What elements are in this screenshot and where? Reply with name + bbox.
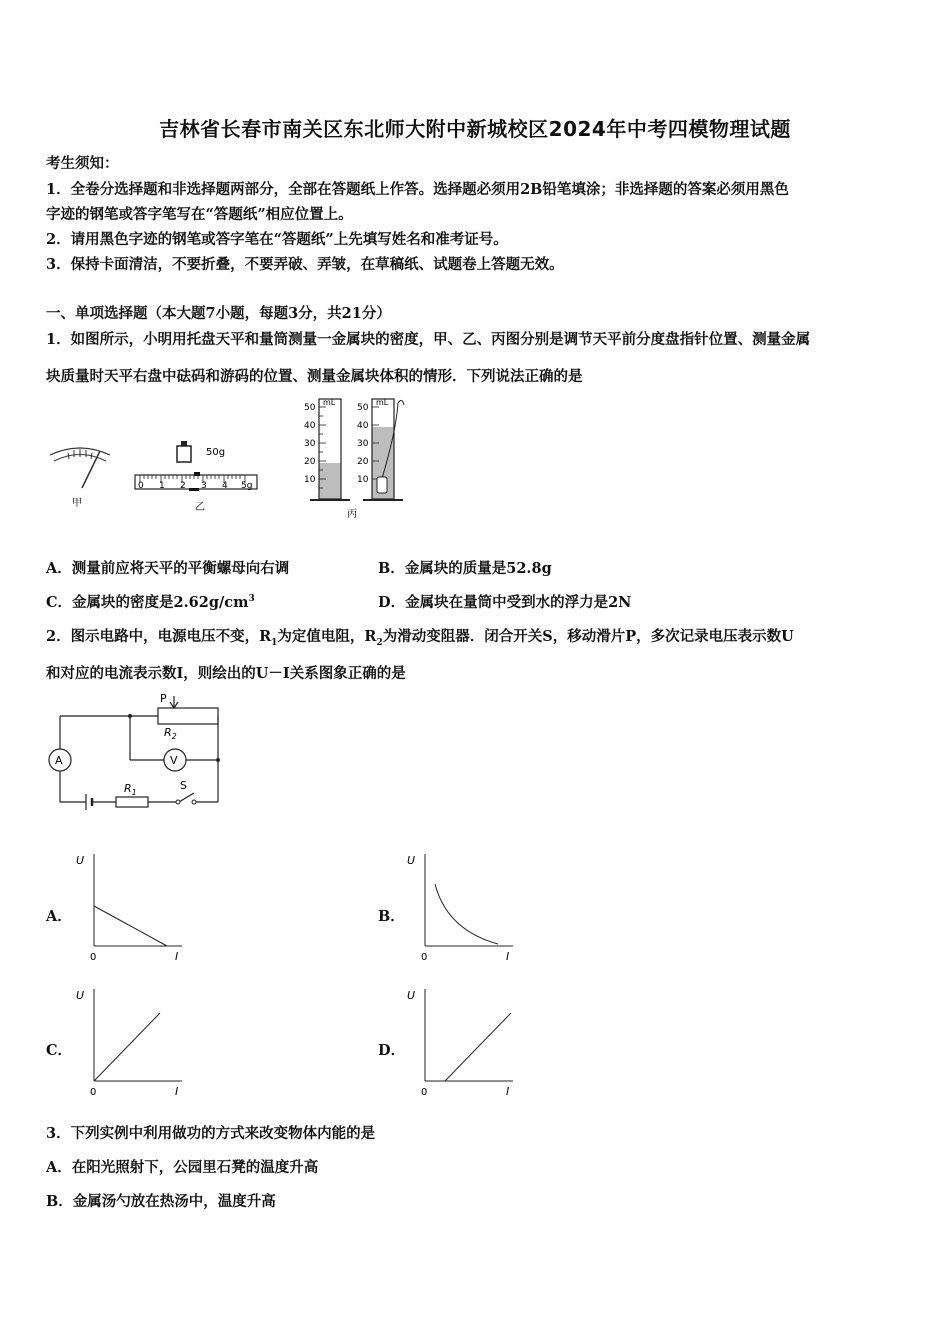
- label-jia: 甲: [72, 498, 82, 509]
- label-yi: 乙: [195, 502, 205, 513]
- cyl-left-tick-30: 30: [304, 439, 316, 449]
- svg-text:U: U: [407, 989, 416, 1002]
- balance-dial: [50, 448, 110, 509]
- notice-item-3: 3．保持卡面清洁，不要折叠，不要弄破、弄皱，在草稿纸、试题卷上答题无效。: [46, 256, 564, 273]
- q2-option-d[interactable]: D．: [378, 1042, 406, 1059]
- q2-option-b[interactable]: B．: [378, 908, 405, 925]
- svg-text:0: 0: [421, 952, 428, 963]
- cyl-left-tick-10: 10: [304, 475, 316, 485]
- notice-item-1-cont: 字迹的钢笔或答字笔写在“答题纸”相应位置上。: [46, 206, 353, 223]
- cyl-right-tick-30: 30: [357, 439, 369, 449]
- cyl-right-tick-50: 50: [357, 403, 369, 413]
- q2-option-a[interactable]: A．: [46, 908, 72, 925]
- notice-heading: 考生须知：: [46, 155, 119, 172]
- svg-text:U: U: [76, 854, 85, 867]
- notice-item-1: 1．全卷分选择题和非选择题两部分，全部在答题纸上作答。选择题必须用2B铅笔填涂；非选择题的答案必须用黑色: [46, 181, 789, 198]
- q1-option-c[interactable]: C．金属块的密度是$2.62g/cm^3$: [46, 594, 255, 611]
- q1-option-b[interactable]: B．金属块的质量是52.8g: [378, 560, 552, 577]
- svg-text:I: I: [506, 1085, 510, 1098]
- label-bing: 丙: [347, 509, 357, 520]
- svg-text:I: I: [175, 950, 179, 963]
- weight-and-ruler: [135, 441, 257, 513]
- cylinder-right: [347, 398, 404, 520]
- ruler-tick-2: 2: [180, 481, 186, 491]
- section-heading: 一、单项选择题（本大题7小题，每题3分，共21分）: [46, 305, 391, 322]
- q1-figure: [40, 393, 420, 523]
- svg-text:U: U: [76, 989, 85, 1002]
- q2-circuit: [44, 690, 229, 820]
- svg-text:0: 0: [90, 1087, 97, 1098]
- q3-stem: 3．下列实例中利用做功的方式来改变物体内能的是: [46, 1125, 376, 1142]
- cylinder-left: [304, 398, 350, 500]
- ruler-tick-3: 3: [201, 481, 207, 491]
- cyl-left-unit: mL: [323, 398, 336, 407]
- q2-graph-d[interactable]: [403, 985, 518, 1100]
- q3-option-b[interactable]: B．金属汤勺放在热汤中，温度升高: [46, 1193, 276, 1210]
- q3-option-a[interactable]: A．在阳光照射下，公园里石凳的温度升高: [46, 1159, 319, 1176]
- page-title: 吉林省长春市南关区东北师大附中新城校区2024年中考四模物理试题: [159, 117, 791, 141]
- ruler-tick-1: 1: [159, 481, 165, 491]
- q2-stem-line1: 2．图示电路中，电源电压不变，$R_1$为定值电阻，$R_2$为滑动变阻器．闭合开关S，移动滑片P，多次记录电压表示数U: [46, 628, 794, 648]
- weight-label: 50g: [206, 447, 226, 458]
- r2-label: $R_2$: [164, 726, 177, 741]
- q1-stem-line2: 块质量时天平右盘中砝码和游码的位置、测量金属块体积的情形．下列说法正确的是: [46, 368, 583, 385]
- svg-text:U: U: [407, 854, 416, 867]
- ruler-tick-4: 4: [222, 481, 228, 491]
- notice-item-2: 2．请用黑色字迹的钢笔或答字笔在“答题纸”上先填写姓名和准考证号。: [46, 231, 508, 248]
- q1-option-a[interactable]: A．测量前应将天平的平衡螺母向右调: [46, 560, 290, 577]
- r1-label: $R_1$: [124, 782, 137, 797]
- rider: [194, 472, 200, 476]
- slider-label: P: [160, 692, 167, 705]
- cyl-right-unit: mL: [376, 398, 389, 407]
- cyl-right-tick-10: 10: [357, 475, 369, 485]
- svg-text:I: I: [175, 1085, 179, 1098]
- cyl-right-tick-20: 20: [357, 457, 369, 467]
- q2-graph-a[interactable]: [72, 850, 187, 965]
- cyl-right-tick-40: 40: [357, 421, 369, 431]
- rider-ruler: [135, 475, 257, 489]
- svg-text:0: 0: [90, 952, 97, 963]
- q2-stem-line2: 和对应的电流表示数I，则绘出的U－I关系图象正确的是: [46, 665, 406, 682]
- ammeter-label: A: [55, 754, 63, 767]
- q2-option-c[interactable]: C．: [46, 1042, 73, 1059]
- metal-block: [377, 477, 387, 493]
- cyl-left-tick-50: 50: [304, 403, 316, 413]
- q1-option-d[interactable]: D．金属块在量筒中受到水的浮力是2N: [378, 594, 632, 611]
- ruler-tick-5: 5g: [241, 481, 253, 491]
- svg-text:I: I: [506, 950, 510, 963]
- svg-text:0: 0: [421, 1087, 428, 1098]
- q2-graph-b[interactable]: [403, 850, 518, 965]
- voltmeter-label: V: [170, 754, 178, 767]
- cyl-left-tick-20: 20: [304, 457, 316, 467]
- switch-label: S: [180, 779, 187, 792]
- q2-graph-c[interactable]: [72, 985, 187, 1100]
- cyl-left-tick-40: 40: [304, 421, 316, 431]
- q1-stem-line1: 1．如图所示，小明用托盘天平和量筒测量一金属块的密度，甲、乙、丙图分别是调节天平前分度盘指针位置、测量金属: [46, 331, 811, 348]
- ruler-tick-0: 0: [138, 481, 144, 491]
